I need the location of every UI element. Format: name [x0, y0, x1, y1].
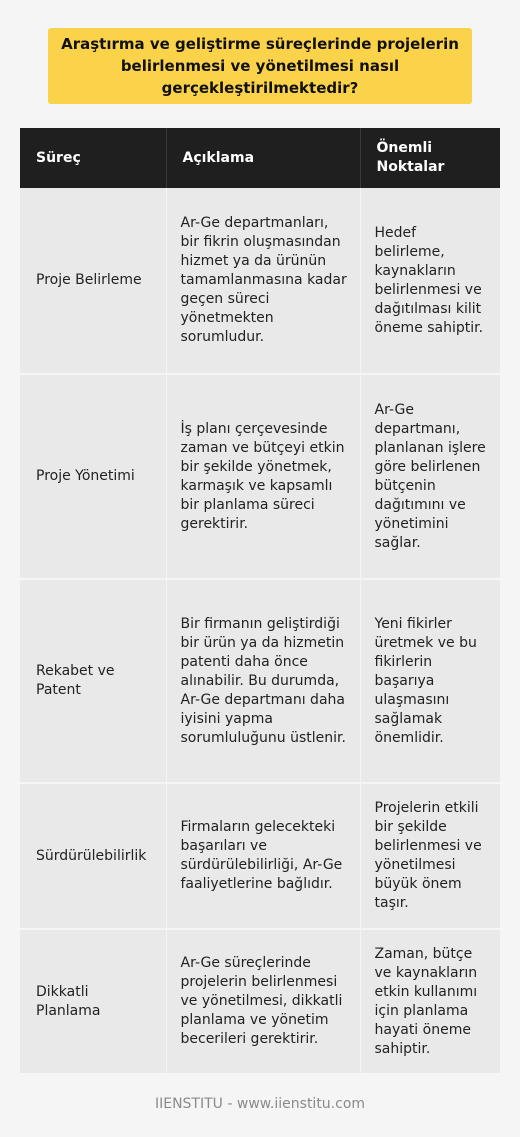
cell-process: Rekabet ve Patent: [20, 579, 166, 783]
header-aciklama: Açıklama: [166, 128, 360, 188]
table-row: [20, 188, 500, 374]
table-row: [20, 929, 500, 1074]
table-row: [20, 783, 500, 929]
cell-key-points: Projelerin etkili bir şekilde belirlenmesi ve yönetilmesi büyük önem taşır.: [360, 783, 500, 929]
cell-process: Sürdürülebilirlik: [20, 783, 166, 929]
cell-process: Dikkatli Planlama: [20, 929, 166, 1074]
header-onemli-noktalar: Önemli Noktalar: [360, 128, 500, 188]
title-banner: [48, 28, 472, 104]
cell-description: Ar-Ge departmanları, bir fikrin oluşmasından hizmet ya da ürünün tamamlanmasına kadar geçen süreci yönetmekten sorumludur.: [166, 188, 360, 374]
cell-process: Proje Yönetimi: [20, 374, 166, 579]
cell-description: Firmaların gelecekteki başarıları ve sürdürülebilirliği, Ar-Ge faaliyetlerine bağlıdır.: [166, 783, 360, 929]
footer-credit: IIENSTITU - www.iienstitu.com: [154, 1096, 366, 1112]
table-row: [20, 374, 500, 579]
table-header-row: [20, 128, 500, 188]
cell-description: Bir firmanın geliştirdiği bir ürün ya da hizmetin patenti daha önce alınabilir. Bu durumda, Ar-Ge departmanı daha iyisini yapma sorumluluğunu üstlenir.: [166, 579, 360, 783]
table-row: [20, 579, 500, 783]
cell-key-points: Ar-Ge departmanı, planlanan işlere göre belirlenen bütçenin dağıtımını ve yönetimini sağlar.: [360, 374, 500, 579]
cell-key-points: Yeni fikirler üretmek ve bu fikirlerin başarıya ulaşmasını sağlamak önemlidir.: [360, 579, 500, 783]
page-title: Araştırma ve geliştirme süreçlerinde projelerin belirlenmesi ve yönetilmesi nasıl gerçekleştirilmektedir?: [61, 35, 459, 97]
process-table: [20, 128, 500, 1075]
cell-process: Proje Belirleme: [20, 188, 166, 374]
cell-description: Ar-Ge süreçlerinde projelerin belirlenmesi ve yönetilmesi, dikkatli planlama ve yönetim becerileri gerektirir.: [166, 929, 360, 1074]
data-table: [20, 128, 500, 1075]
cell-key-points: Hedef belirleme, kaynakların belirlenmesi ve dağıtılması kilit öneme sahiptir.: [360, 188, 500, 374]
header-surec: Süreç: [20, 128, 166, 188]
cell-key-points: Zaman, bütçe ve kaynakların etkin kullanımı için planlama hayati öneme sahiptir.: [360, 929, 500, 1074]
cell-description: İş planı çerçevesinde zaman ve bütçeyi etkin bir şekilde yönetmek, karmaşık ve kapsamlı bir planlama süreci gerektirir.: [166, 374, 360, 579]
